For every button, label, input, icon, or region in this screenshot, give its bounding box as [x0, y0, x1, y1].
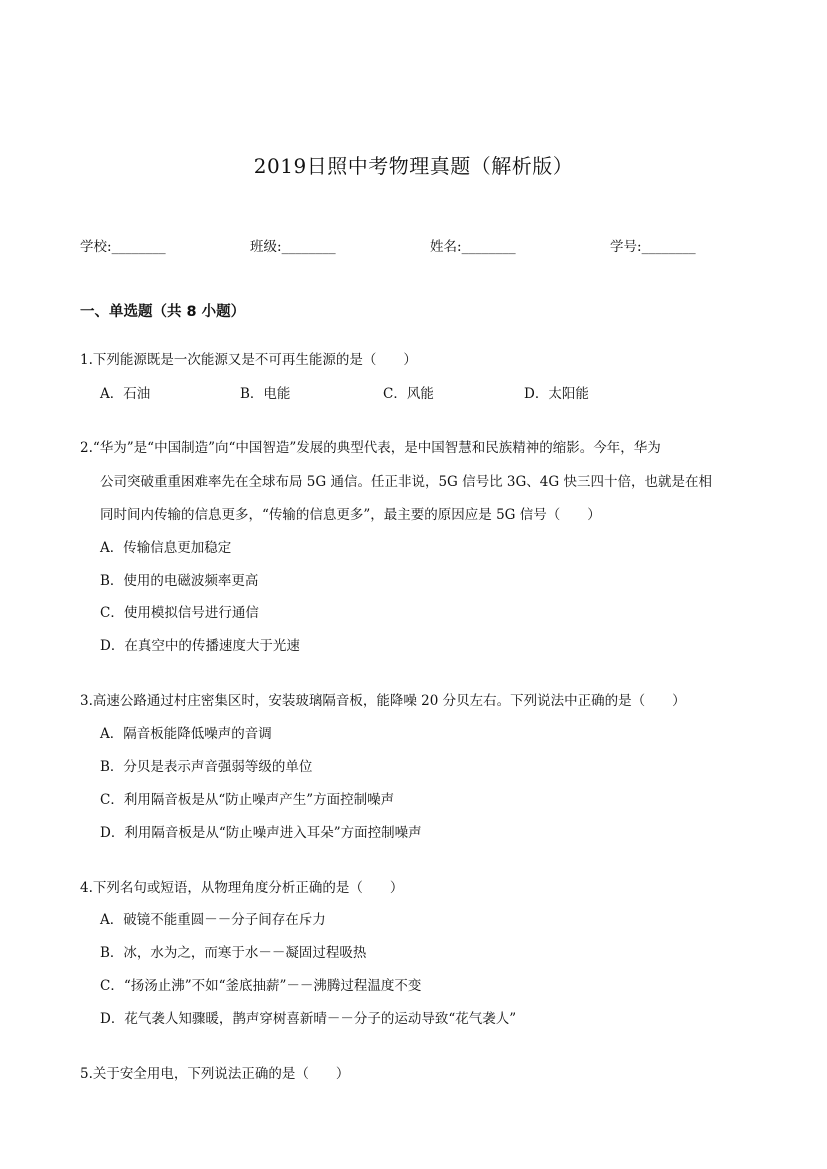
question-4-option-d: D．花气袭人知骤暖，鹊声穿树喜新晴－－分子的运动导致“花气袭人” — [100, 1011, 517, 1027]
name-label: 姓名: — [430, 239, 462, 255]
question-3-stem: 3.高速公路通过村庄密集区时，安装玻璃隔音板，能降噪 20 分贝左右。下列说法中正确的是（ ） — [80, 693, 686, 709]
school-field — [80, 235, 166, 255]
question-1-option-c: C．风能 — [383, 386, 434, 402]
question-2-stem-line-2: 公司突破重重困难率先在全球布局 5G 通信。任正非说，5G 信号比 3G、4G 快三四十倍，也就是在相 — [100, 474, 712, 490]
document-title: 2019日照中考物理真题（解析版） — [253, 154, 574, 178]
question-2-option-b: B．使用的电磁波频率更高 — [100, 573, 259, 589]
question-2-stem-line-3: 同时间内传输的信息更多，“传输的信息更多”，最主要的原因应是 5G 信号（ ） — [100, 507, 601, 523]
name-blank: ________ — [461, 239, 516, 255]
school-blank: ________ — [111, 239, 166, 255]
question-3-option-b: B．分贝是表示声音强弱等级的单位 — [100, 759, 313, 775]
question-3-option-a: A．隔音板能降低噪声的音调 — [100, 726, 272, 742]
question-1-stem: 1.下列能源既是一次能源又是不可再生能源的是（ ） — [80, 352, 417, 368]
school-label: 学校: — [80, 239, 112, 255]
question-1-option-a: A．石油 — [100, 386, 151, 402]
student-id-label: 学号: — [610, 239, 642, 255]
class-label: 班级: — [250, 239, 282, 255]
question-3-option-d: D．利用隔音板是从“防止噪声进入耳朵”方面控制噪声 — [100, 825, 422, 841]
question-5-stem: 5.关于安全用电，下列说法正确的是（ ） — [80, 1066, 350, 1082]
question-1-option-b: B．电能 — [240, 386, 291, 402]
question-1-option-d: D．太阳能 — [524, 386, 589, 402]
class-blank: ________ — [281, 239, 336, 255]
student-id-field — [610, 235, 696, 255]
name-field — [430, 235, 516, 255]
section-heading: 一、单选题（共 8 小题） — [80, 304, 246, 320]
student-info-row — [0, 235, 827, 255]
class-field — [250, 235, 336, 255]
question-2-option-c: C．使用模拟信号进行通信 — [100, 605, 259, 621]
question-3-option-c: C．利用隔音板是从“防止噪声产生”方面控制噪声 — [100, 792, 395, 808]
question-4-stem: 4.下列名句或短语，从物理角度分析正确的是（ ） — [80, 880, 404, 896]
question-4-option-c: C．“扬汤止沸”不如“釜底抽薪”－－沸腾过程温度不变 — [100, 978, 422, 994]
question-4-option-a: A．破镜不能重圆－－分子间存在斥力 — [100, 912, 326, 928]
question-4-option-b: B．冰，水为之，而寒于水－－凝固过程吸热 — [100, 945, 367, 961]
student-id-blank: ________ — [641, 239, 696, 255]
question-2-stem-line-1: 2.“华为”是“中国制造”向“中国智造”发展的典型代表，是中国智慧和民族精神的缩影。今年，华为 — [80, 440, 661, 456]
question-2-option-d: D．在真空中的传播速度大于光速 — [100, 638, 300, 654]
question-2-option-a: A．传输信息更加稳定 — [100, 540, 232, 556]
